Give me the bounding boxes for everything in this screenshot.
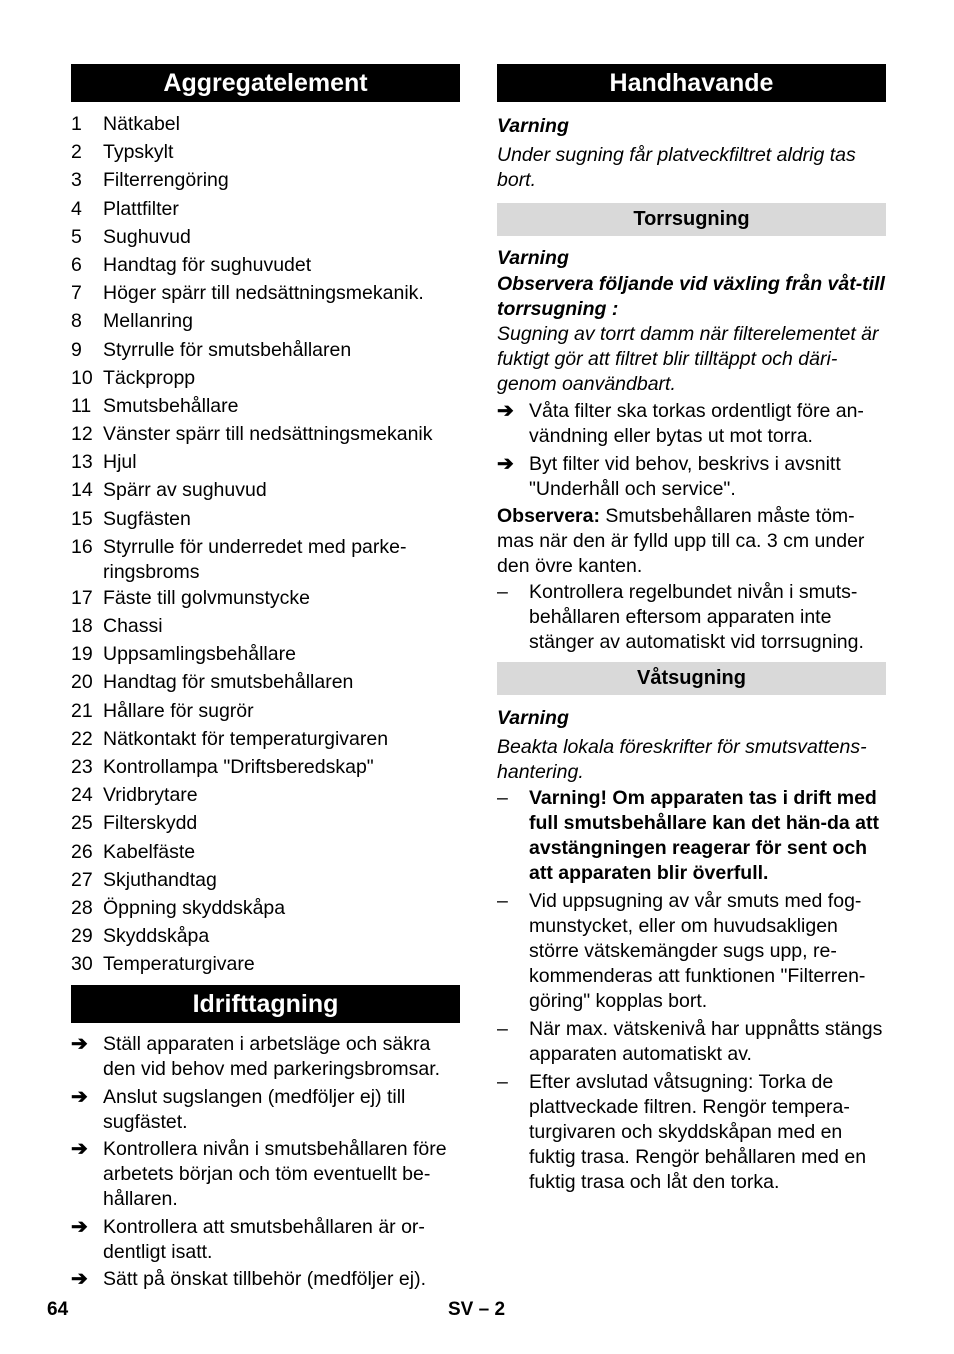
startup-heading: Idrifttagning xyxy=(71,985,460,1023)
list-item xyxy=(497,786,886,886)
item-text: Vridbrytare xyxy=(103,784,198,807)
list-item xyxy=(71,810,460,838)
step-text: Kontrollera att smutsbehållaren är or-dentligt isatt. xyxy=(103,1215,425,1263)
item-text: Skyddskåpa xyxy=(103,925,210,948)
list-item xyxy=(71,534,460,585)
handling-heading: Handhavande xyxy=(497,64,886,102)
right-column xyxy=(497,64,886,1198)
list-item xyxy=(71,308,460,336)
item-text: Plattfilter xyxy=(103,197,179,220)
list-item xyxy=(71,951,460,979)
arrow-right-icon: ➔ xyxy=(71,1138,88,1161)
warning-label: Varning xyxy=(497,247,569,269)
list-item xyxy=(497,1070,886,1195)
dash-marker: – xyxy=(497,1071,508,1093)
step-text: Kontrollera nivån i smutsbehållaren före arbetets början och töm eventuellt be-hållaren. xyxy=(103,1138,447,1211)
dash-marker: – xyxy=(497,890,508,912)
item-text: Efter avslutad våtsugning: Torka de plattveckade filtren. Rengör tempera-turgivaren och skyddskåpan med en fuktig trasa. Rengör behållaren med en fuktig trasa och låt den torka. xyxy=(529,1071,867,1193)
list-item xyxy=(71,613,460,641)
item-number: 7 xyxy=(71,282,82,305)
item-text: Typskylt xyxy=(103,141,174,164)
startup-steps xyxy=(71,1032,460,1292)
item-text: Nätkabel xyxy=(103,113,180,135)
item-number: 21 xyxy=(71,699,93,722)
item-text: Vänster spärr till nedsättningsmekanik xyxy=(103,423,433,446)
arrow-right-icon: ➔ xyxy=(497,452,514,475)
list-item xyxy=(71,224,460,252)
item-text: Handtag för smutsbehållaren xyxy=(103,671,354,694)
item-text: Handtag för sughuvudet xyxy=(103,253,312,276)
list-item xyxy=(497,889,886,1014)
wet-bold-item: Varning! Om apparaten tas i drift med full smutsbehållare kan det hän-da att avstängningen reagerar för sent och att apparaten blir överfull. xyxy=(529,787,879,884)
item-number: 11 xyxy=(71,394,92,417)
item-text: Spärr av sughuvud xyxy=(103,479,267,502)
list-item xyxy=(497,1017,886,1067)
item-text: Kontrollera regelbundet nivån i smuts-behållaren eftersom apparaten inte stänger av automatiskt vid torrsugning. xyxy=(529,581,864,653)
left-column xyxy=(71,64,460,1295)
list-item xyxy=(71,1215,460,1265)
list-item xyxy=(71,252,460,280)
item-text: Skjuthandtag xyxy=(103,868,217,891)
list-item xyxy=(497,580,886,655)
wet-dash-list xyxy=(497,786,886,886)
item-number: 15 xyxy=(71,507,93,530)
list-item xyxy=(497,452,886,502)
list-item xyxy=(71,421,460,449)
note-paragraph xyxy=(497,504,886,579)
item-number: 2 xyxy=(71,141,82,164)
item-number: 4 xyxy=(71,197,82,220)
page-label xyxy=(448,1297,505,1322)
dash-marker: – xyxy=(497,581,508,603)
list-item xyxy=(71,782,460,810)
list-item xyxy=(71,1032,460,1082)
item-text: Styrrulle för smutsbehållaren xyxy=(103,338,352,361)
item-text: Kontrollampa "Driftsberedskap" xyxy=(103,755,374,778)
list-item xyxy=(71,867,460,895)
list-item xyxy=(71,477,460,505)
item-number: 30 xyxy=(71,953,93,976)
list-item xyxy=(71,754,460,782)
item-number: 12 xyxy=(71,423,93,446)
item-text: Fäste till golvmunstycke xyxy=(103,586,310,609)
step-text: Byt filter vid behov, beskrivs i avsnitt "Underhåll och service". xyxy=(529,452,841,500)
list-item xyxy=(71,393,460,421)
item-text: Uppsamlingsbehållare xyxy=(103,643,296,666)
item-number: 26 xyxy=(71,840,93,863)
list-item xyxy=(71,1137,460,1212)
item-text: Kabelfäste xyxy=(103,840,196,863)
item-text: Hjul xyxy=(103,451,137,474)
list-item xyxy=(71,506,460,534)
arrow-right-icon: ➔ xyxy=(497,400,514,422)
note-label: Observera: xyxy=(497,505,600,527)
arrow-right-icon: ➔ xyxy=(71,1268,88,1291)
item-number: 13 xyxy=(71,451,93,474)
dry-warning-bold: Observera följande vid växling från våt-till torrsugning : xyxy=(497,273,885,320)
item-number: 8 xyxy=(71,310,82,333)
item-number: 1 xyxy=(71,113,82,135)
list-item xyxy=(71,337,460,365)
list-item xyxy=(71,641,460,669)
page-number: 64 xyxy=(47,1299,69,1320)
note-text: Smutsbehållaren måste töm-mas när den är fylld upp till ca. 3 cm under den övre kanten. xyxy=(497,505,865,577)
item-text: Styrrulle för underredet med parke-ringsbroms xyxy=(103,535,407,583)
page-index: – 2 xyxy=(478,1299,506,1320)
item-text: Sughuvud xyxy=(103,225,191,248)
item-number: 29 xyxy=(71,925,93,948)
step-text: Anslut sugslangen (medföljer ej) till sugfästet. xyxy=(103,1085,406,1133)
item-text: Temperaturgivare xyxy=(103,953,255,976)
list-item xyxy=(497,399,886,449)
item-number: 3 xyxy=(71,169,82,192)
list-item xyxy=(71,923,460,951)
item-number: 5 xyxy=(71,225,82,248)
list-item xyxy=(71,895,460,923)
warning-text: Under sugning får platveckfiltret aldrig tas bort. xyxy=(497,144,856,191)
item-text: Höger spärr till nedsättningsmekanik. xyxy=(103,282,424,305)
wet-dash-list-more xyxy=(497,889,886,1195)
list-item xyxy=(71,365,460,393)
list-item xyxy=(71,196,460,224)
item-text: Öppning skyddskåpa xyxy=(103,896,286,919)
arrow-right-icon: ➔ xyxy=(71,1033,88,1056)
item-number: 28 xyxy=(71,896,93,919)
item-text: Vid uppsugning av vår smuts med fog-munstycket, eller om huvudsakligen större vätskemängder sugs upp, re-kommenderas att funktionen "Filterren-göring" kopplas bort. xyxy=(529,890,866,1012)
wet-suction-heading: Våtsugning xyxy=(497,662,886,695)
list-item xyxy=(71,839,460,867)
item-text: Täckpropp xyxy=(103,366,196,389)
item-text: Mellanring xyxy=(103,310,193,333)
dash-marker: – xyxy=(497,1018,508,1040)
warning-label: Varning xyxy=(497,707,569,729)
dry-suction-heading: Torrsugning xyxy=(497,203,886,236)
item-text: Filterskydd xyxy=(103,812,198,835)
list-item xyxy=(71,167,460,195)
item-number: 9 xyxy=(71,338,82,361)
item-text: Sugfästen xyxy=(103,507,191,530)
item-number: 18 xyxy=(71,615,93,637)
item-number: 25 xyxy=(71,812,93,835)
item-number: 23 xyxy=(71,755,93,778)
list-item xyxy=(71,139,460,167)
item-number: 27 xyxy=(71,868,93,891)
item-number: 20 xyxy=(71,671,93,694)
arrow-right-icon: ➔ xyxy=(71,1085,88,1108)
item-text: Filterrengöring xyxy=(103,169,229,192)
item-number: 14 xyxy=(71,479,93,502)
item-number: 17 xyxy=(71,586,93,609)
item-text: Nätkontakt för temperaturgivaren xyxy=(103,727,389,750)
dry-dash-list xyxy=(497,580,886,655)
list-item xyxy=(71,585,460,613)
dry-warning-text: Sugning av torrt damm när filterelementet är fuktigt gör att filtret blir tilltäppt och däri-genom oanvändbart. xyxy=(497,323,879,395)
components-list xyxy=(71,111,460,979)
item-number: 22 xyxy=(71,727,93,750)
list-item xyxy=(71,726,460,754)
item-text: När max. vätskenivå har uppnåtts stängs apparaten automatiskt av. xyxy=(529,1018,883,1065)
item-number: 16 xyxy=(71,535,93,558)
step-text: Sätt på önskat tillbehör (medföljer ej). xyxy=(103,1268,426,1291)
dry-steps xyxy=(497,399,886,502)
step-text: Ställ apparaten i arbetsläge och säkra den vid behov med parkeringsbromsar. xyxy=(103,1033,441,1081)
components-heading: Aggregatelement xyxy=(71,64,460,102)
list-item xyxy=(71,669,460,697)
item-text: Hållare för sugrör xyxy=(103,699,254,722)
item-number: 24 xyxy=(71,784,93,807)
list-item xyxy=(71,449,460,477)
list-item xyxy=(71,111,460,139)
item-number: 6 xyxy=(71,253,82,276)
dash-marker: – xyxy=(497,787,508,809)
item-text: Smutsbehållare xyxy=(103,394,239,417)
language-code: SV xyxy=(448,1299,474,1320)
warning-label: Varning xyxy=(497,115,569,137)
item-number: 10 xyxy=(71,366,93,389)
list-item xyxy=(71,698,460,726)
item-number: 19 xyxy=(71,643,93,666)
list-item xyxy=(71,280,460,308)
wet-warning-text: Beakta lokala föreskrifter för smutsvattens-hantering. xyxy=(497,736,867,783)
list-item xyxy=(71,1085,460,1135)
list-item xyxy=(71,1267,460,1292)
item-text: Chassi xyxy=(103,615,163,637)
arrow-right-icon: ➔ xyxy=(71,1215,88,1238)
step-text: Våta filter ska torkas ordentligt före an-vändning eller bytas ut mot torra. xyxy=(529,400,864,447)
